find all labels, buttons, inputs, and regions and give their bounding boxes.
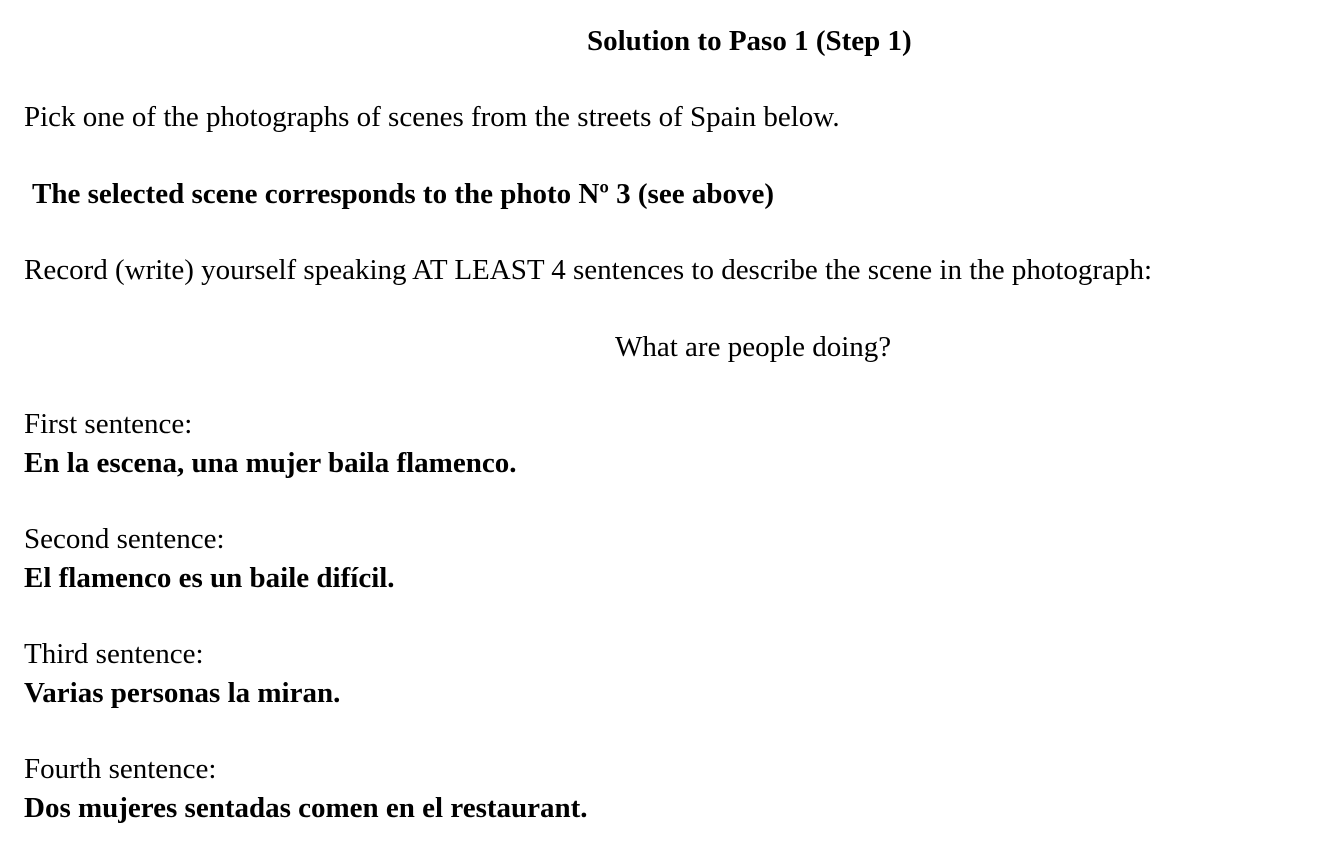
- sentence-text-4: Dos mujeres sentadas comen en el restaurant.: [24, 792, 588, 824]
- sentence-text-2: El flamenco es un baile difícil.: [24, 562, 395, 594]
- sentence-label-2: Second sentence:: [24, 523, 225, 555]
- sentence-label-4: Fourth sentence:: [24, 753, 217, 785]
- sentence-text-1: En la escena, una mujer baila flamenco.: [24, 447, 517, 479]
- sentence-label-1: First sentence:: [24, 408, 193, 440]
- selected-scene-text: The selected scene corresponds to the photo Nº 3 (see above): [32, 178, 774, 210]
- sentence-text-3: Varias personas la miran.: [24, 677, 341, 709]
- question-text: What are people doing?: [615, 331, 892, 363]
- instruction-text: Pick one of the photographs of scenes from the streets of Spain below.: [24, 101, 840, 133]
- page-title: Solution to Paso 1 (Step 1): [587, 25, 912, 57]
- sentence-label-3: Third sentence:: [24, 638, 204, 670]
- record-prompt-text: Record (write) yourself speaking AT LEAST 4 sentences to describe the scene in the photograph:: [24, 254, 1153, 286]
